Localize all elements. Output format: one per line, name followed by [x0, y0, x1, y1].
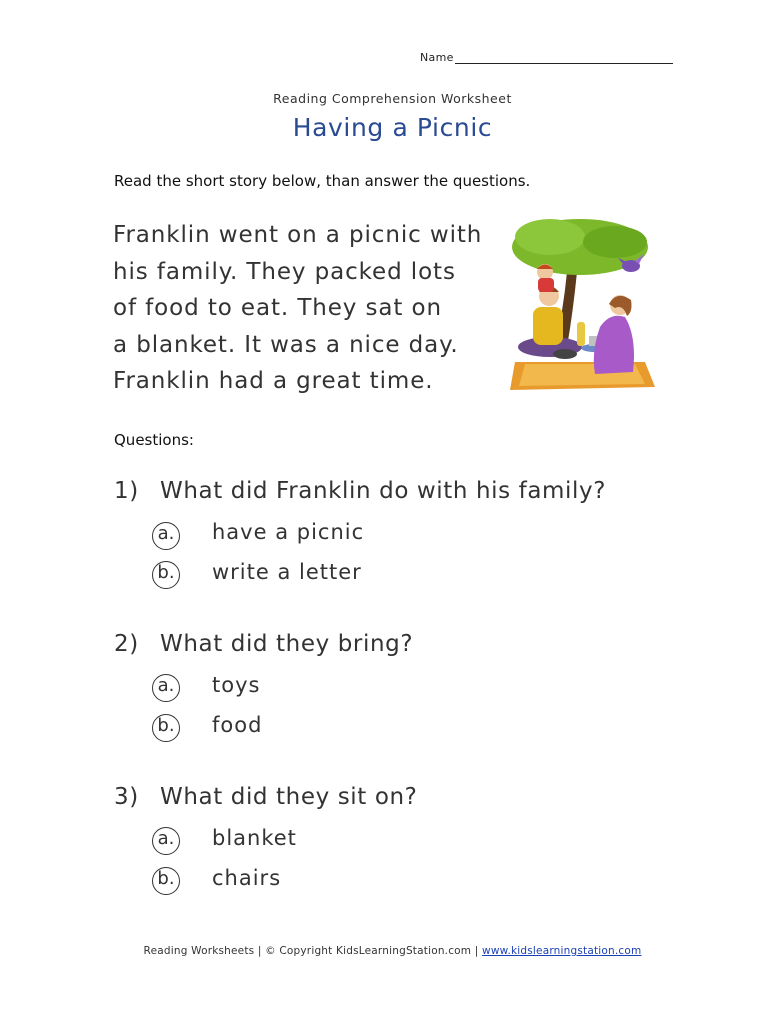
question-1 [114, 478, 139, 504]
option-text: have a picnic [212, 520, 365, 544]
option-text: chairs [212, 866, 282, 890]
question-3 [114, 784, 139, 810]
worksheet-subtitle: Reading Comprehension Worksheet [273, 91, 512, 106]
option-text: food [212, 713, 263, 737]
story-line: his family. They packed lots [113, 258, 456, 285]
question-number: 2) [114, 631, 139, 657]
question-text: What did they bring? [160, 631, 414, 657]
question-text: What did they sit on? [160, 784, 418, 810]
story-text [113, 217, 513, 400]
story-line: a blanket. It was a nice day. [113, 331, 459, 358]
option-letter-circle[interactable]: a. [152, 522, 180, 550]
question-number: 1) [114, 478, 139, 504]
option-letter-circle[interactable]: b. [152, 561, 180, 589]
picnic-illustration [505, 212, 655, 392]
footer [0, 945, 768, 957]
name-field-line[interactable] [455, 63, 673, 64]
option-letter-circle[interactable]: b. [152, 714, 180, 742]
questions-label: Questions: [114, 431, 194, 449]
option-text: write a letter [212, 560, 362, 584]
story-line: Franklin went on a picnic with [113, 222, 483, 248]
story-line: Franklin had a great time. [113, 368, 434, 394]
worksheet-title: Having a Picnic [292, 113, 493, 142]
question-text: What did Franklin do with his family? [160, 478, 607, 504]
footer-copyright: Reading Worksheets | © Copyright KidsLearningStation.com | [143, 945, 483, 957]
option-letter-circle[interactable]: b. [152, 867, 180, 895]
story-line: of food to eat. They sat on [113, 295, 442, 321]
option-text: blanket [212, 826, 297, 850]
footer-link[interactable]: www.kidslearningstation.com [482, 945, 642, 957]
option-text: toys [212, 673, 261, 697]
option-letter-circle[interactable]: a. [152, 674, 180, 702]
option-letter-circle[interactable]: a. [152, 827, 180, 855]
question-2 [114, 631, 139, 657]
name-label: Name [420, 51, 454, 64]
question-number: 3) [114, 784, 139, 810]
instructions: Read the short story below, than answer the questions. [114, 172, 531, 190]
